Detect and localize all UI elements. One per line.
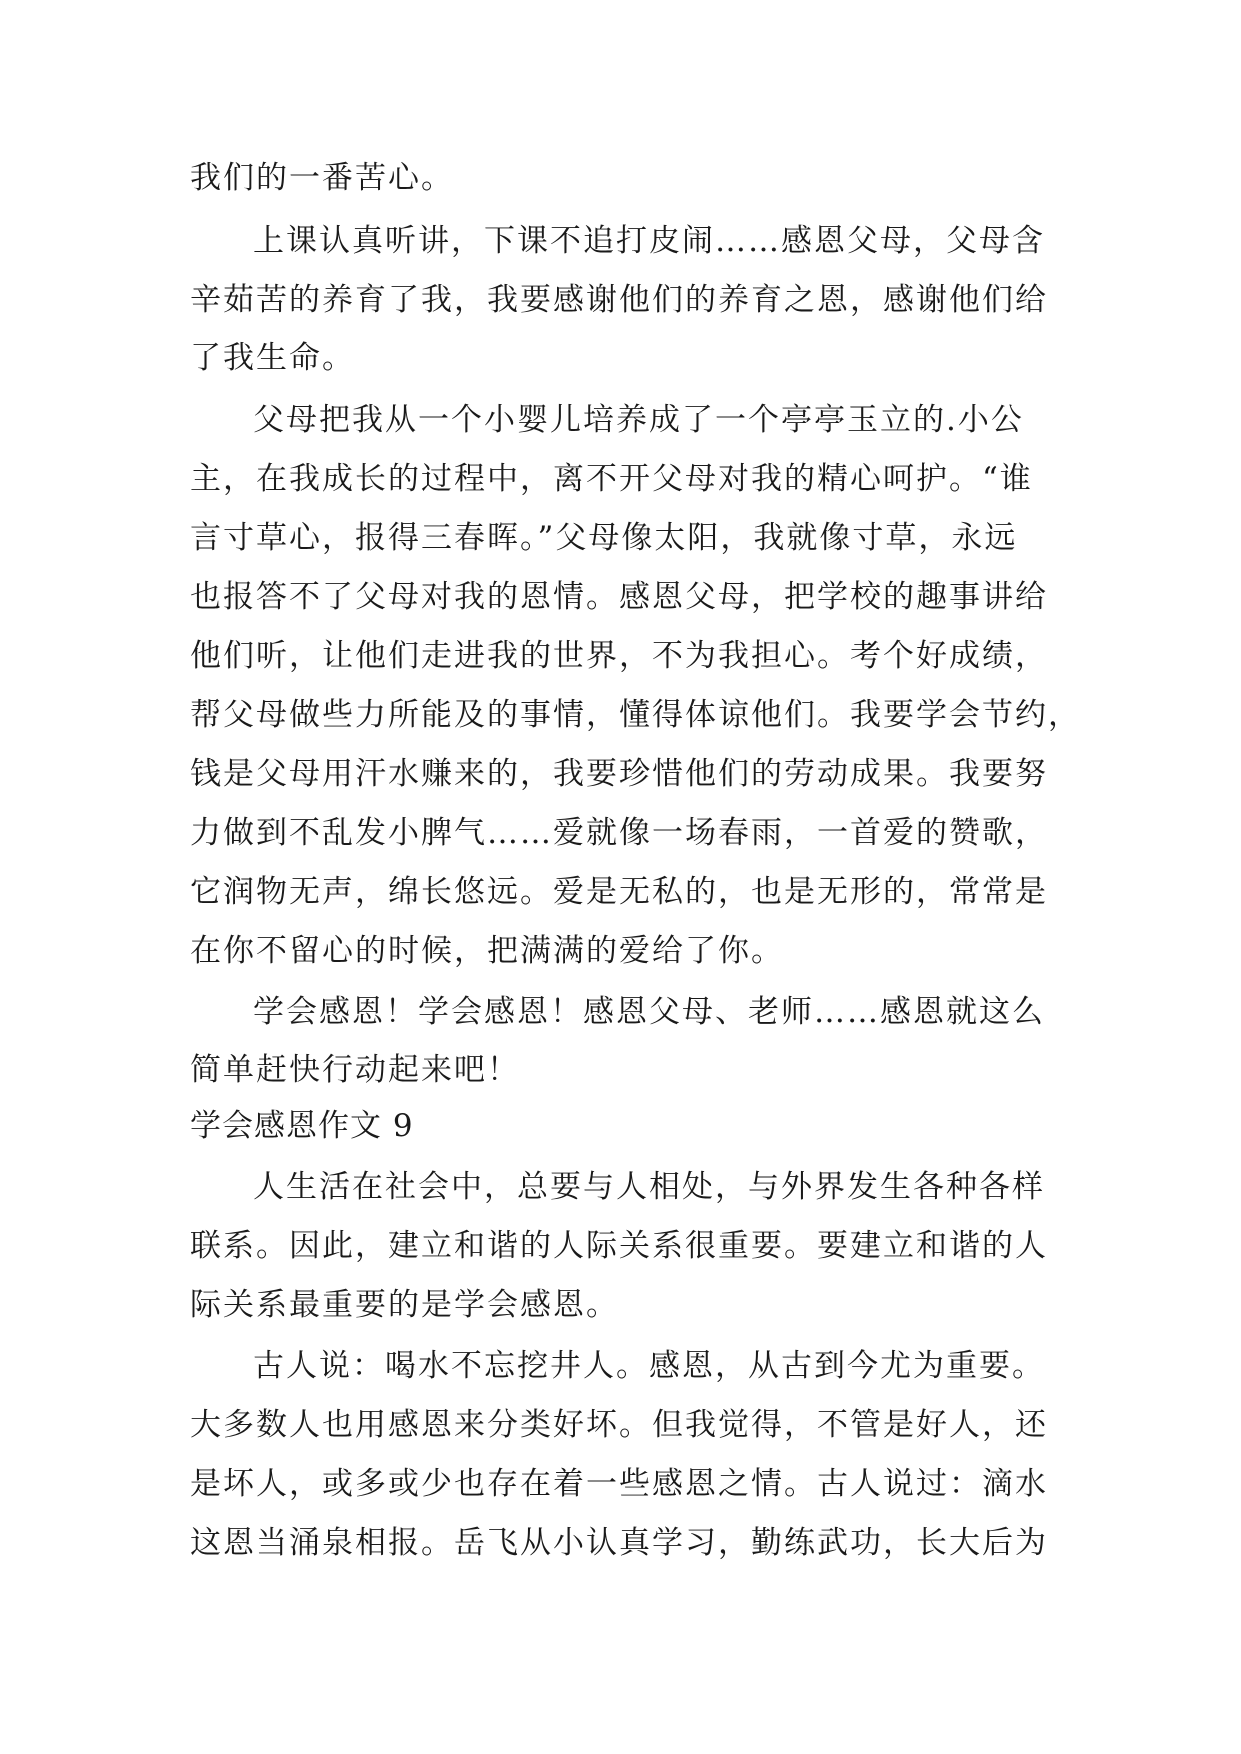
text-line-12: 力做到不乱发小脾气……爱就像一场春雨，一首爱的赞歌， bbox=[190, 815, 1048, 851]
text-line-10: 帮父母做些力所能及的事情，懂得体谅他们。我要学会节约， bbox=[190, 697, 1081, 733]
text-line-13: 它润物无声，绵长悠远。爱是无私的，也是无形的，常常是 bbox=[190, 874, 1048, 910]
text-line-7: 言寸草心，报得三春晖。”父母像太阳，我就像寸草，永远 bbox=[190, 520, 1018, 556]
text-line-20: 际关系最重要的是学会感恩。 bbox=[190, 1287, 619, 1323]
text-line-24: 这恩当涌泉相报。岳飞从小认真学习，勤练武功，长大后为 bbox=[190, 1525, 1048, 1561]
paragraph-line-2: 上课认真听讲，下课不追打皮闹……感恩父母，父母含 bbox=[253, 223, 1045, 259]
text-line-4: 了我生命。 bbox=[190, 340, 355, 376]
text-line-22: 大多数人也用感恩来分类好坏。但我觉得，不管是好人，还 bbox=[190, 1407, 1048, 1443]
text-line-1: 我们的一番苦心。 bbox=[190, 160, 454, 196]
text-line-19: 联系。因此，建立和谐的人际关系很重要。要建立和谐的人 bbox=[190, 1228, 1048, 1264]
text-line-16: 简单赶快行动起来吧！ bbox=[190, 1052, 520, 1088]
text-line-8: 也报答不了父母对我的恩情。感恩父母，把学校的趣事讲给 bbox=[190, 579, 1048, 615]
paragraph-line-21: 古人说：喝水不忘挖井人。感恩，从古到今尤为重要。 bbox=[253, 1348, 1045, 1384]
text-line-23: 是坏人，或多或少也存在着一些感恩之情。古人说过：滴水 bbox=[190, 1466, 1048, 1502]
paragraph-line-5: 父母把我从一个小婴儿培养成了一个亭亭玉立的.小公 bbox=[253, 402, 1024, 438]
paragraph-line-15: 学会感恩！学会感恩！感恩父母、老师……感恩就这么 bbox=[253, 994, 1045, 1030]
text-line-9: 他们听，让他们走进我的世界，不为我担心。考个好成绩， bbox=[190, 638, 1048, 674]
paragraph-line-18: 人生活在社会中，总要与人相处，与外界发生各种各样 bbox=[253, 1169, 1045, 1205]
text-line-3: 辛茹苦的养育了我，我要感谢他们的养育之恩，感谢他们给 bbox=[190, 282, 1048, 318]
text-line-11: 钱是父母用汗水赚来的，我要珍惜他们的劳动成果。我要努 bbox=[190, 756, 1048, 792]
text-line-14: 在你不留心的时候，把满满的爱给了你。 bbox=[190, 933, 784, 969]
section-heading: 学会感恩作文 9 bbox=[190, 1108, 414, 1144]
text-line-6: 主，在我成长的过程中，离不开父母对我的精心呵护。“谁 bbox=[190, 461, 1033, 497]
